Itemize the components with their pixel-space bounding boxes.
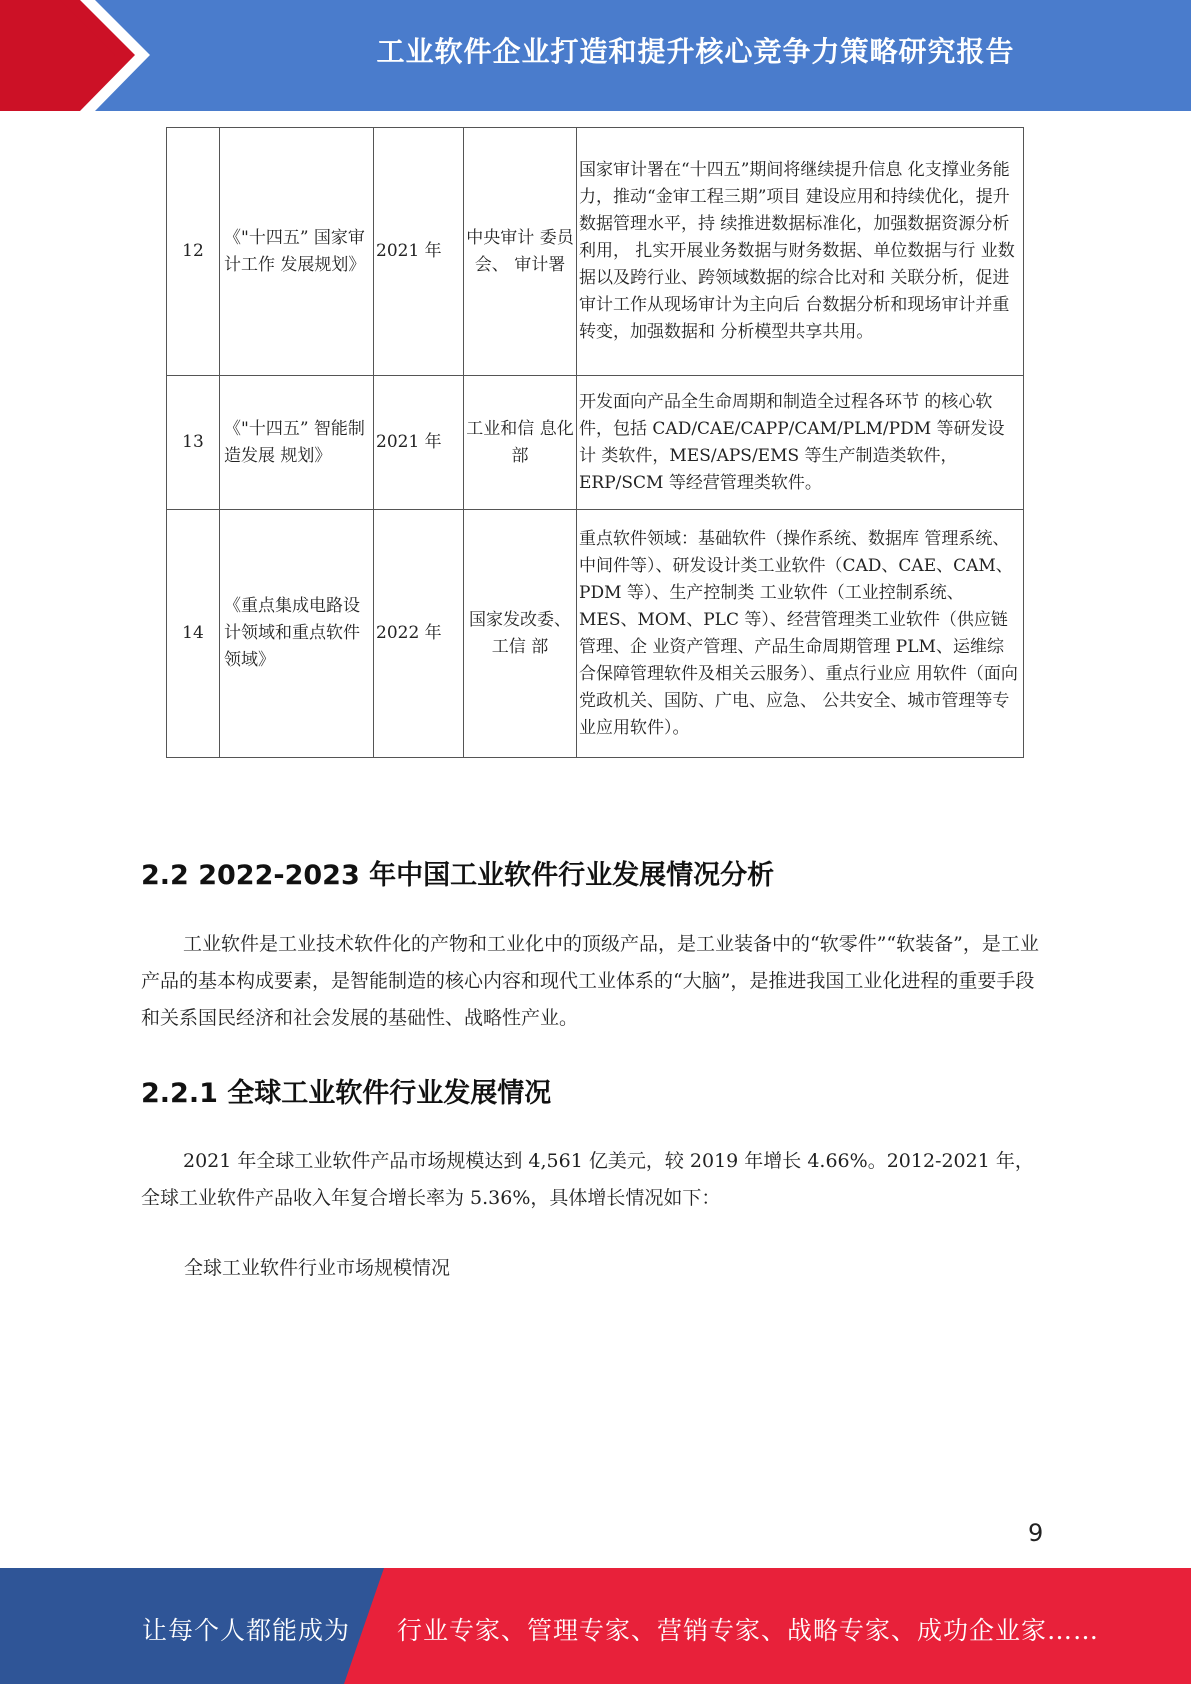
footer-slogan-left: 让每个人都能成为 bbox=[142, 1616, 351, 1645]
table-row bbox=[167, 510, 1024, 758]
policy-content: 重点软件领域：基础软件（操作系统、数据库 管理系统、中间件等）、研发设计类工业软件（CAD、CAE、CAM、PDM 等）、生产控制类 工业软件（工业控制系统、MES、MOM、PLC 等）、经营管理类工业软件（供应链管理、企 业资产管理、产品生命周期管理 PLM、运维综 合保障管理软件及相关云服务）、重点行业应 用软件（面向党政机关、国防、广电、应急、 公共安全、城市管理等专业应用软件）。 bbox=[577, 510, 1024, 758]
footer-slogan-right: 行业专家、管理专家、营销专家、战略专家、成功企业家…… bbox=[397, 1616, 1100, 1645]
chart-caption: 全球工业软件行业市场规模情况 bbox=[184, 1257, 451, 1279]
policy-year: 2021 年 bbox=[374, 128, 464, 376]
report-title: 工业软件企业打造和提升核心竞争力策略研究报告 bbox=[376, 35, 1015, 68]
policy-content: 国家审计署在“十四五”期间将继续提升信息 化支撑业务能力，推动“金审工程三期”项目 建设应用和持续优化，提升数据管理水平，持 续推进数据标准化，加强数据资源分析利用， 扎实开展业务数据与财务数据、单位数据与行 业数据以及跨行业、跨领域数据的综合比对和 关联分析，促进审计工作从现场审计为主向后 台数据分析和现场审计并重转变，加强数据和 分析模型共享共用。 bbox=[577, 128, 1024, 376]
section-2-2-1-paragraph: 2021 年全球工业软件产品市场规模达到 4,561 亿美元，较 2019 年增长 4.66%。2012-2021 年，全球工业软件产品收入年复合增长率为 5.36%，具体增长情况如下： bbox=[141, 1150, 1034, 1209]
issuing-department: 中央审计 委员会、 审计署 bbox=[464, 128, 577, 376]
table-row bbox=[167, 128, 1024, 376]
issuing-department: 工业和信 息化部 bbox=[464, 376, 577, 510]
issuing-department: 国家发改委、工信 部 bbox=[464, 510, 577, 758]
row-number: 14 bbox=[167, 510, 220, 758]
section-2-2-paragraph: 工业软件是工业技术软件化的产物和工业化中的顶级产品，是工业装备中的“软零件”“软装备”，是工业产品的基本构成要素，是智能制造的核心内容和现代工业体系的“大脑”，是推进我国工业化进程的重要手段和关系国民经济和社会发展的基础性、战略性产业。 bbox=[141, 933, 1039, 1029]
policy-name: 《"十四五” 国家审计工作 发展规划》 bbox=[220, 128, 374, 376]
page-number: 9 bbox=[1028, 1519, 1044, 1547]
policy-table bbox=[166, 127, 1024, 758]
policy-name: 《"十四五” 智能制造发展 规划》 bbox=[220, 376, 374, 510]
section-heading-2-2-1: 2.2.1 全球工业软件行业发展情况 bbox=[141, 1078, 552, 1109]
policy-year: 2022 年 bbox=[374, 510, 464, 758]
section-heading-2-2: 2.2 2022-2023 年中国工业软件行业发展情况分析 bbox=[141, 860, 775, 891]
page-header bbox=[0, 0, 1191, 111]
policy-year: 2021 年 bbox=[374, 376, 464, 510]
row-number: 13 bbox=[167, 376, 220, 510]
row-number: 12 bbox=[167, 128, 220, 376]
policy-name: 《重点集成电路设计领域和重点软件领域》 bbox=[220, 510, 374, 758]
policy-content: 开发面向产品全生命周期和制造全过程各环节 的核心软件，包括 CAD/CAE/CAPP/CAM/PLM/PDM 等研发设计 类软件，MES/APS/EMS 等生产制造类软件， ERP/SCM 等经营管理类软件。 bbox=[577, 376, 1024, 510]
table-row bbox=[167, 376, 1024, 510]
page-footer bbox=[0, 1568, 1191, 1684]
